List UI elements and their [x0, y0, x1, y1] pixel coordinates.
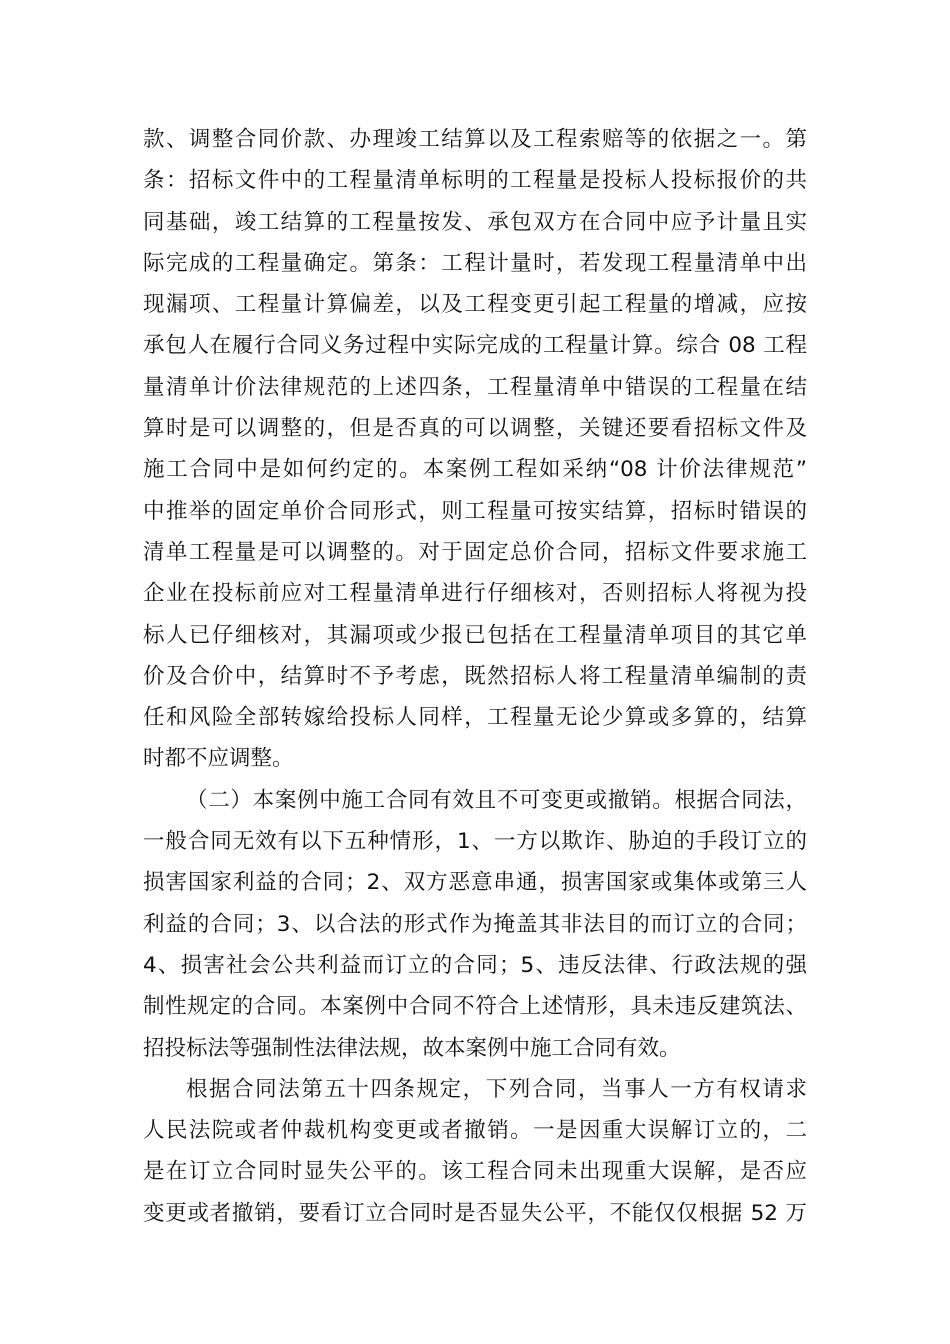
text-line: 同基础，竣工结算的工程量按发、承包双方在合同中应予计量且实: [143, 209, 807, 235]
text-line: 一般合同无效有以下五种情形，1、一方以欺诈、胁迫的手段订立的: [143, 829, 807, 855]
text-line: 现漏项、工程量计算偏差，以及工程变更引起工程量的增减，应按: [143, 292, 807, 318]
text-line: 价及合价中，结算时不予考虑，既然招标人将工程量清单编制的责: [143, 663, 807, 689]
text-line: 清单工程量是可以调整的。对于固定总价合同，招标文件要求施工: [143, 539, 807, 565]
text-line: 变更或者撤销，要看订立合同时是否显失公平，不能仅仅根据 52 万: [143, 1200, 807, 1226]
text-line: 算时是可以调整的，但是否真的可以调整，关键还要看招标文件及: [143, 416, 807, 442]
text-line: 承包人在履行合同义务过程中实际完成的工程量计算。综合 08 工程: [143, 333, 807, 359]
text-line: 损害国家利益的合同；2、双方恶意串通，损害国家或集体或第三人: [143, 870, 807, 896]
text-line: 量清单计价法律规范的上述四条，工程量清单中错误的工程量在结: [143, 374, 807, 400]
text-line: 4、损害社会公共利益而订立的合同；5、违反法律、行政法规的强: [143, 952, 807, 978]
text-line: 中推举的固定单价合同形式，则工程量可按实结算，招标时错误的: [143, 498, 807, 524]
text-line: 利益的合同；3、以合法的形式作为掩盖其非法目的而订立的合同；: [143, 911, 807, 937]
text-line: 企业在投标前应对工程量清单进行仔细核对，否则招标人将视为投: [143, 581, 807, 607]
text-line: 任和风险全部转嫁给投标人同样，工程量无论少算或多算的，结算: [143, 705, 807, 731]
text-line: 款、调整合同价款、办理竣工结算以及工程索赔等的依据之一。第: [143, 127, 807, 152]
text-line: 根据合同法第五十四条规定，下列合同，当事人一方有权请求: [186, 1076, 807, 1102]
text-line: 施工合同中是如何约定的。本案例工程如采纳“08 计价法律规范”: [143, 457, 807, 483]
body-text: [143, 119, 807, 1234]
text-line: 招投标法等强制性法律法规，故本案例中施工合同有效。: [143, 1035, 681, 1061]
text-line: 制性规定的合同。本案例中合同不符合上述情形，具未违反建筑法、: [143, 994, 807, 1020]
text-line: 际完成的工程量确定。第条：工程计量时，若发现工程量清单中出: [143, 250, 807, 276]
text-line: 是在订立合同时显失公平的。该工程合同未出现重大误解，是否应: [143, 1159, 807, 1185]
text-line: 条：招标文件中的工程量清单标明的工程量是投标人投标报价的共: [143, 168, 807, 194]
text-line: 时都不应调整。: [143, 746, 294, 772]
text-line: 标人已仔细核对，其漏项或少报已包括在工程量清单项目的其它单: [143, 622, 807, 648]
text-line: （二）本案例中施工合同有效且不可变更或撤销。根据合同法，: [186, 787, 807, 813]
text-line: 人民法院或者仲裁机构变更或者撤销。一是因重大误解订立的，二: [143, 1118, 807, 1144]
